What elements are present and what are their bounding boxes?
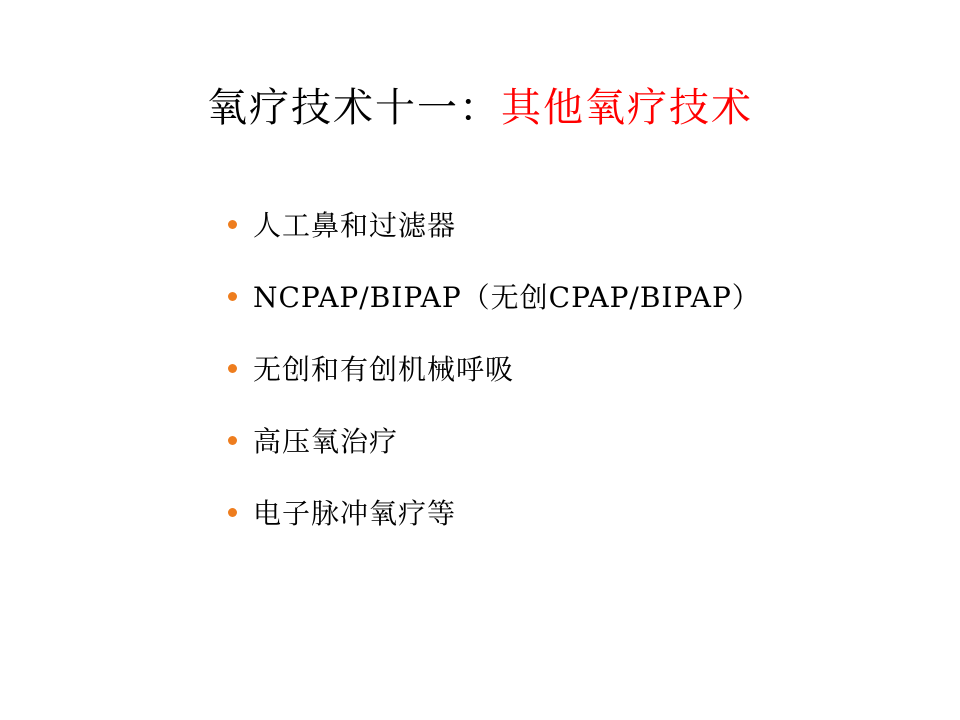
bullet-dot-icon — [228, 508, 237, 517]
bullet-text: NCPAP/BIPAP（无创CPAP/BIPAP） — [253, 281, 761, 314]
bullet-item — [228, 188, 761, 260]
slide-title — [0, 78, 960, 138]
bullet-dot-icon — [228, 292, 237, 301]
bullet-text: 高压氧治疗 — [253, 425, 399, 458]
bullet-dot-icon — [228, 436, 237, 445]
title-prefix: 氧疗技术十一： — [207, 85, 501, 131]
bullet-text: 人工鼻和过滤器 — [253, 209, 457, 242]
bullet-item — [228, 332, 761, 404]
bullet-item — [228, 260, 761, 332]
bullet-list — [228, 188, 761, 548]
title-highlight: 其他氧疗技术 — [501, 85, 753, 131]
bullet-dot-icon — [228, 364, 237, 373]
bullet-text: 电子脉冲氧疗等 — [253, 497, 457, 530]
bullet-item — [228, 476, 761, 548]
bullet-text: 无创和有创机械呼吸 — [253, 353, 515, 386]
bullet-dot-icon — [228, 220, 237, 229]
bullet-item — [228, 404, 761, 476]
